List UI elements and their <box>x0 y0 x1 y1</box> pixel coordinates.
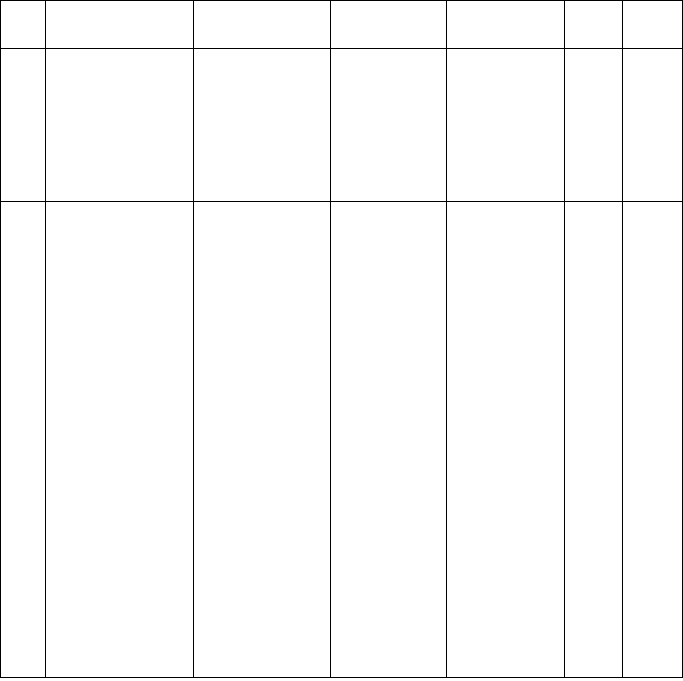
table-cell-c5 <box>447 580 564 613</box>
table-cell-c5 <box>447 512 564 542</box>
table-cell-c4 <box>331 358 446 400</box>
table-cell-c6 <box>565 88 622 114</box>
table-cell-c7 <box>623 144 682 201</box>
table-cell-c7 <box>623 512 682 542</box>
table-cell-c5 <box>447 202 564 240</box>
table-cell-c5 <box>447 88 564 114</box>
table-cell-c6 <box>565 542 622 580</box>
header-cell <box>1 1 45 48</box>
table-border-bottom <box>0 677 683 678</box>
header-cell <box>565 1 622 48</box>
table-cell-c2 <box>46 240 193 290</box>
table-cell-c7 <box>623 240 682 290</box>
table-cell-c6 <box>565 114 622 144</box>
table-cell-c6 <box>565 326 622 358</box>
table-cell-c7 <box>623 326 682 358</box>
table-cell-c2 <box>46 358 193 400</box>
table-cell-c2 <box>46 466 193 512</box>
table-cell-c2 <box>46 613 193 677</box>
table-cell-c5 <box>447 358 564 400</box>
table-cell-c7 <box>623 466 682 512</box>
table-cell-c4 <box>331 114 446 144</box>
table-cell-c6 <box>565 400 622 466</box>
table-cell-c4 <box>331 240 446 290</box>
table-cell-c3 <box>194 358 330 400</box>
table-cell-c4 <box>331 88 446 114</box>
table-cell-c3 <box>194 542 330 580</box>
group-label <box>1 49 45 201</box>
table-cell-c2 <box>46 88 193 114</box>
table-cell-c5 <box>447 290 564 326</box>
table-cell-c6 <box>565 358 622 400</box>
table-cell-c5 <box>447 240 564 290</box>
table-cell-c2 <box>46 580 193 613</box>
table-cell-c3 <box>194 240 330 290</box>
table-cell-c6 <box>565 290 622 326</box>
table-cell-c7 <box>623 290 682 326</box>
table-cell-c6 <box>565 144 622 201</box>
table-cell-c3 <box>194 114 330 144</box>
header-cell <box>331 1 446 48</box>
table-cell-c7 <box>623 88 682 114</box>
table-cell-c5 <box>447 49 564 88</box>
table-cell-c5 <box>447 144 564 201</box>
table-cell-c6 <box>565 202 622 240</box>
table-cell-c2 <box>46 512 193 542</box>
table-cell-c7 <box>623 114 682 144</box>
table-cell-c6 <box>565 512 622 542</box>
table-cell-c3 <box>194 613 330 677</box>
table-cell-c7 <box>623 202 682 240</box>
table-cell-c3 <box>194 512 330 542</box>
header-cell <box>447 1 564 48</box>
table-cell-c3 <box>194 400 330 466</box>
table-cell-c6 <box>565 466 622 512</box>
table-cell-c3 <box>194 290 330 326</box>
table-cell-c7 <box>623 542 682 580</box>
table-cell-c4 <box>331 613 446 677</box>
table-cell-c3 <box>194 466 330 512</box>
table-cell-c2 <box>46 49 193 88</box>
table-cell-c4 <box>331 400 446 466</box>
table-cell-c3 <box>194 326 330 358</box>
table-cell-c2 <box>46 290 193 326</box>
table-cell-c2 <box>46 542 193 580</box>
table-cell-c4 <box>331 144 446 201</box>
table-cell-c5 <box>447 542 564 580</box>
table-cell-c6 <box>565 240 622 290</box>
table-cell-c7 <box>623 400 682 466</box>
header-cell <box>46 1 193 48</box>
table-cell-c4 <box>331 512 446 542</box>
table-cell-c3 <box>194 88 330 114</box>
table-cell-c5 <box>447 613 564 677</box>
header-cell <box>194 1 330 48</box>
table-cell-c4 <box>331 466 446 512</box>
table-cell-c2 <box>46 400 193 466</box>
table-cell-c7 <box>623 49 682 88</box>
table-cell-c5 <box>447 114 564 144</box>
table-cell-c6 <box>565 580 622 613</box>
table-cell-c6 <box>565 49 622 88</box>
table-cell-c3 <box>194 580 330 613</box>
table-cell-c2 <box>46 326 193 358</box>
table-cell-c2 <box>46 144 193 201</box>
table-cell-c7 <box>623 358 682 400</box>
table-cell-c6 <box>565 613 622 677</box>
table-cell-c2 <box>46 114 193 144</box>
table-cell-c4 <box>331 290 446 326</box>
table-cell-c5 <box>447 400 564 466</box>
header-cell <box>623 1 682 48</box>
table-cell-c4 <box>331 580 446 613</box>
table-cell-c3 <box>194 49 330 88</box>
table-cell-c5 <box>447 326 564 358</box>
table-cell-c4 <box>331 202 446 240</box>
table-cell-c5 <box>447 466 564 512</box>
table-cell-c4 <box>331 49 446 88</box>
table-cell-c3 <box>194 202 330 240</box>
table-cell-c3 <box>194 144 330 201</box>
table-cell-c4 <box>331 326 446 358</box>
group-label <box>1 202 45 677</box>
table-cell-c7 <box>623 613 682 677</box>
table-cell-c2 <box>46 202 193 240</box>
table-cell-c4 <box>331 542 446 580</box>
table-cell-c7 <box>623 580 682 613</box>
